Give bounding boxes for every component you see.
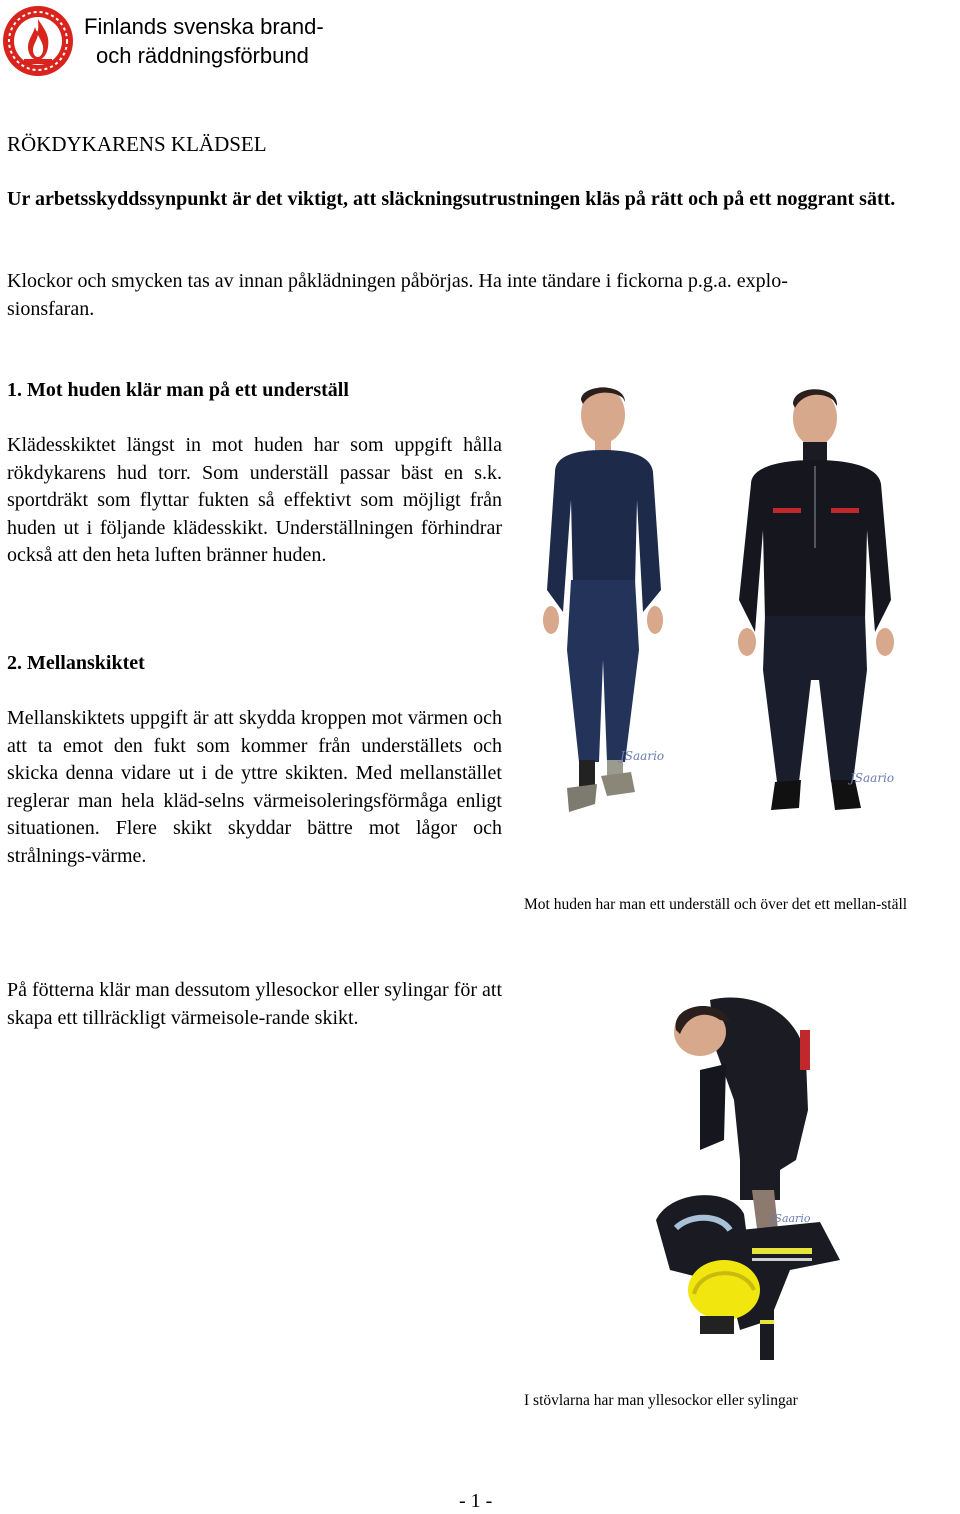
intro-paragraph-line-1: Klockor och smycken tas av innan påklädningen påbörjas. Ha inte tändare i fickorna p.g.a. explo- <box>7 270 788 292</box>
section-1-heading: 1. Mot huden klär man på ett underställ <box>7 379 349 401</box>
boots-photo <box>640 990 840 1370</box>
section-2-heading: 2. Mellanskiktet <box>7 652 145 674</box>
section-2-text: Mellanskiktets uppgift är att skydda kroppen mot värmen och att ta emot den fukt som kommer från underställets och skicka denna vidare ut i de yttre skikten. Med mellanstället reglerar man hela kläd-selns värmeisoleringsförmåga enligt situationen. Flere skikt skyddar bättre mot lågor och strålnings-värme. <box>7 707 502 867</box>
section-1-text: Klädesskiktet längst in mot huden har som uppgift hålla rökdykarens hud torr. Som underställ passar bäst en s.k. sportdräkt som flyttar fukten så effektivt som möjligt från huden ut i följande klädesskikt. Underställningen förhindrar också att den heta luften bränner huden. <box>7 434 502 566</box>
organization-name <box>84 12 324 70</box>
intro-bold-paragraph: Ur arbetsskyddssynpunkt är det viktigt, att släckningsutrustningen kläs på rätt och på ett noggrant sätt. <box>7 188 896 210</box>
page-title: RÖKDYKARENS KLÄDSEL <box>7 132 267 156</box>
watermark-1: JSaario <box>620 749 665 763</box>
gear-on-floor-figure <box>656 1195 840 1360</box>
org-name-line-1: Finlands svenska brand- <box>84 14 324 39</box>
figure-1-caption: Mot huden har man ett underställ och över det ett mellan-ställ <box>524 896 908 913</box>
figure-2-caption: I stövlarna har man yllesockor eller sylingar <box>524 1392 798 1409</box>
org-name-line-2: och räddningsförbund <box>96 43 309 68</box>
man-in-underwear-figure <box>543 387 664 812</box>
page-number: - 1 - <box>459 1490 493 1512</box>
watermark-2: JSaario <box>850 771 895 785</box>
socks-paragraph: På fötterna klär man dessutom yllesockor eller sylingar för att skapa ett tillräckligt värmeisole-rande skikt. <box>7 979 502 1029</box>
organization-logo-icon <box>2 5 74 77</box>
watermark-3: JSaario <box>770 1212 811 1225</box>
intro-paragraph-line-2: sionsfaran. <box>7 298 95 320</box>
man-in-midlayer-figure <box>738 389 894 810</box>
underlayer-photo <box>515 380 915 830</box>
